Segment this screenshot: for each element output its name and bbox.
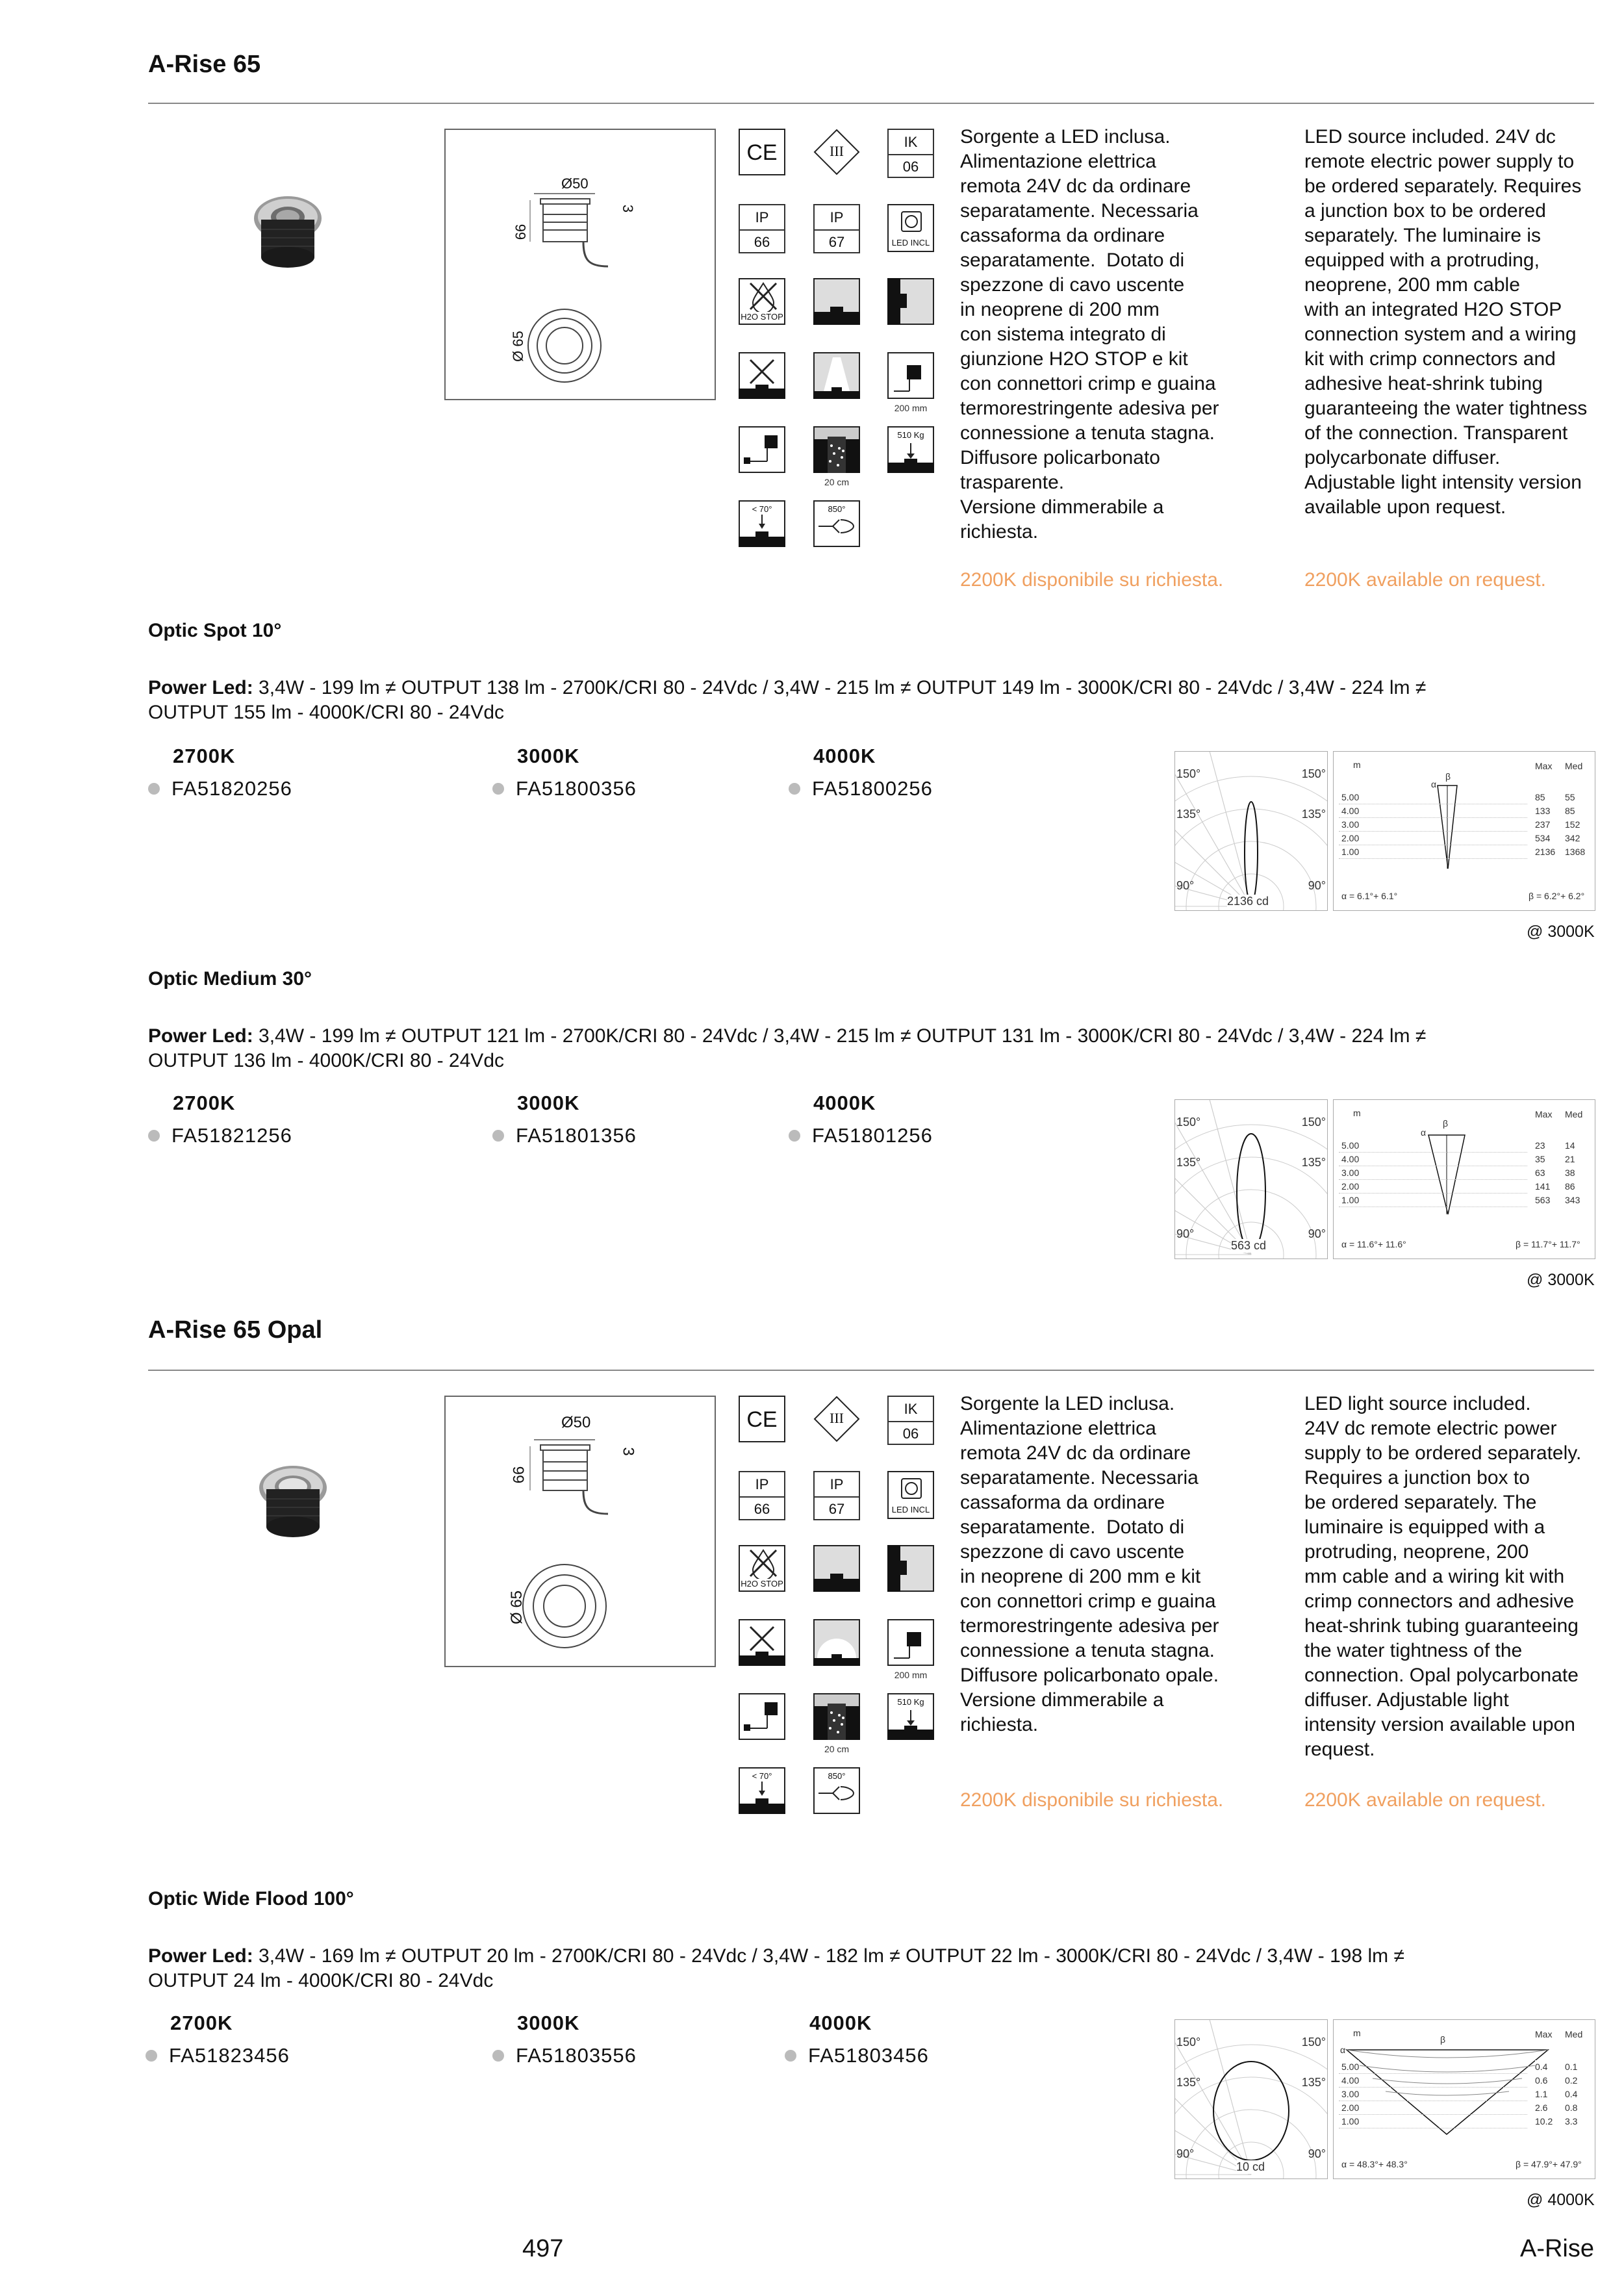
illuminance-table: m Max Med α β 5.00 85 55 4.00 133 85 3.00 237 152 2.00 534 342 1.00 2136 1368 α = 6.1°+ 6.1° β = 6.2°+ 6.2° [1333,751,1595,911]
ik-rating-icon: IK 06 [887,1396,934,1445]
distance-value: 1.00 [1341,847,1360,857]
dim-depth: 3 [619,1447,637,1456]
cct-header-2700: 2700K [170,2012,233,2034]
table-row [1339,818,1580,832]
description-english: LED source included. 24V dc remote electric power supply to be ordered separately. Requires a junction box to be ordered separately. The luminaire is equipped with a protruding, neoprene, 200 mm cable with an integrated H2O STOP connection system and a wiring kit with crimp connectors and adhesive heat-shrink tubing guaranteeing the water tightness of the connection. Transparent polycarbonate diffuser. Adjustable light intensity version available upon request. [1304,126,1588,518]
gravel-drain-icon [813,1693,860,1740]
cct-header-3000: 3000K [517,2012,580,2034]
max-value: 85 [1535,792,1545,802]
product-code[interactable]: FA51821256 [148,1124,292,1147]
table-row [1339,1180,1575,1194]
optic-title: Optic Wide Flood 100° [148,1888,354,1910]
cable-length-label: 200 mm [894,1670,928,1680]
optic-title: Optic Medium 30° [148,968,312,990]
dim-diameter-bottom: Ø 65 [508,1590,526,1625]
reference-cct: @ 3000K [1527,1271,1595,1289]
dim-height: 66 [510,1466,528,1484]
load-capacity-icon: 510 Kg [887,426,934,473]
table-row [1339,832,1580,845]
distance-value: 2.00 [1341,1181,1360,1192]
product-code[interactable]: FA51820256 [148,777,292,800]
beam-narrow-icon [813,352,860,399]
max-value: 237 [1535,819,1551,830]
recessed-icon [813,1545,860,1592]
reference-cct: @ 3000K [1527,923,1595,941]
cct-header-2700: 2700K [173,1092,236,1114]
class-iii-icon: III [813,1396,860,1442]
max-value: 141 [1535,1181,1551,1192]
med-value: 85 [1565,806,1575,816]
junction-box-icon [739,426,785,473]
distance-value: 2.00 [1341,2102,1360,2113]
distance-value: 1.00 [1341,2116,1360,2127]
dim-diameter-top: Ø50 [561,1414,591,1431]
description-italian: Sorgente la LED inclusa. Alimentazione elettrica remota 24V dc da ordinare separatamente. Necessaria cassaforma da ordinare separatamente. Dotato di spezzone di cavo uscente in neoprene di 200 mm e kit con connettori crimp e guaina termorestringente adesiva per connessione a tenuta stagna. Diffusore policarbonato opale. Versione dimmerabile a richiesta. [960,1393,1219,1735]
note-italian: 2200K disponibile su richiesta. [960,569,1224,591]
max-value: 63 [1535,1168,1545,1178]
tilt-angle-icon: < 70° [739,500,785,547]
divider [148,103,1594,104]
ce-mark-icon: CE [739,1396,785,1442]
polar-diagram: 150° 150° 135° 135° 90° 90° 563 cd [1174,1099,1328,1259]
distance-value: 2.00 [1341,833,1360,843]
table-row [1339,804,1575,818]
cct-header-3000: 3000K [517,745,580,767]
distance-value: 5.00 [1341,792,1360,802]
table-row [1339,2101,1578,2115]
distance-value: 5.00 [1341,1140,1360,1151]
page-number: 497 [522,2235,564,2262]
table-row [1339,2074,1578,2088]
distance-value: 3.00 [1341,819,1360,830]
divider [148,1370,1594,1371]
med-value: 0.4 [1565,2089,1578,2099]
section-title: A-Rise 65 [148,51,261,78]
product-code[interactable]: FA51801356 [492,1124,637,1147]
note-italian: 2200K disponibile su richiesta. [960,1789,1224,1811]
cable-length-icon [887,1619,934,1666]
gravel-depth-label: 20 cm [824,1744,850,1754]
junction-box-icon [739,1693,785,1740]
max-value: 0.4 [1535,2062,1548,2072]
note-english: 2200K available on request. [1304,1789,1546,1811]
ce-mark-icon: CE [739,129,785,175]
table-row [1339,1166,1575,1180]
led-included-icon: LED INCL [887,1471,934,1519]
gravel-drain-icon [813,426,860,473]
med-value: 86 [1565,1181,1575,1192]
dim-diameter-top: Ø50 [561,175,589,192]
product-code[interactable]: FA51823456 [146,2044,290,2067]
ik-rating-icon: IK 06 [887,129,934,178]
med-value: 152 [1565,819,1580,830]
power-led-specs: Power Led: 3,4W - 199 lm ≠ OUTPUT 138 lm - 2700K/CRI 80 - 24Vdc / 3,4W - 215 lm ≠ OUTPUT 149 lm - 3000K/CRI 80 - 24Vdc / 3,4W - 224 lm ≠ OUTPUT 155 lm - 4000K/CRI 80 - 24Vdc [148,677,1427,723]
ip66-icon: IP 66 [739,1471,785,1520]
med-value: 3.3 [1565,2116,1578,2127]
technical-drawing [444,129,716,400]
power-led-specs: Power Led: 3,4W - 169 lm ≠ OUTPUT 20 lm - 2700K/CRI 80 - 24Vdc / 3,4W - 182 lm ≠ OUTPUT 22 lm - 3000K/CRI 80 - 24Vdc / 3,4W - 198 lm ≠ OUTPUT 24 lm - 4000K/CRI 80 - 24Vdc [148,1945,1404,1991]
section-title: A-Rise 65 Opal [148,1316,323,1344]
distance-value: 4.00 [1341,2075,1360,2086]
distance-value: 4.00 [1341,806,1360,816]
wall-mount-icon [887,1545,934,1592]
med-value: 14 [1565,1140,1575,1151]
table-row [1339,1194,1580,1207]
product-code[interactable]: FA51801256 [789,1124,933,1147]
max-value: 133 [1535,806,1551,816]
led-included-icon: LED INCL [887,204,934,252]
product-code[interactable]: FA51803556 [492,2044,637,2067]
description-english: LED light source included. 24V dc remote electric power supply to be ordered separately. Requires a junction box to be ordered separately. The luminaire is equipped with a protruding, neoprene, 200 mm cable and a wiring kit with crimp connectors and adhesive heat-shrink tubing guaranteeing the water tightness of the connection. Opal polycarbonate diffuser. Adjustable light intensity version available upon request. [1304,1393,1582,1760]
h2o-stop-icon: H2O STOP [739,278,785,325]
note-english: 2200K available on request. [1304,569,1546,591]
tilt-angle-icon: < 70° [739,1767,785,1814]
cct-header-4000: 4000K [813,745,876,767]
cct-header-4000: 4000K [809,2012,872,2034]
no-cover-icon [739,1619,785,1666]
med-value: 342 [1565,833,1580,843]
product-photo [257,1463,329,1541]
glow-wire-icon: 850° [813,500,860,547]
peak-intensity: 10 cd [1236,2160,1265,2173]
glow-wire-icon: 850° [813,1767,860,1814]
med-value: 0.1 [1565,2062,1578,2072]
table-row [1339,2060,1578,2074]
med-value: 1368 [1565,847,1586,857]
dim-height: 66 [513,224,529,240]
polar-diagram: 150° 150° 135° 135° 90° 90° 10 cd [1174,2019,1328,2179]
table-row [1339,791,1575,804]
cct-header-3000: 3000K [517,1092,580,1114]
ip67-icon: IP 67 [813,1471,860,1520]
max-value: 563 [1535,1195,1551,1205]
reference-cct: @ 4000K [1527,2191,1595,2209]
max-value: 10.2 [1535,2116,1553,2127]
max-value: 2136 [1535,847,1556,857]
cct-header-4000: 4000K [813,1092,876,1114]
h2o-stop-icon: H2O STOP [739,1545,785,1592]
product-code[interactable]: FA51800256 [789,777,933,800]
max-value: 0.6 [1535,2075,1548,2086]
med-value: 0.2 [1565,2075,1578,2086]
ip66-icon: IP 66 [739,204,785,253]
footer-brand: A-Rise [1519,2235,1594,2262]
distance-value: 4.00 [1341,1154,1360,1164]
med-value: 38 [1565,1168,1575,1178]
technical-drawing [444,1396,716,1667]
beam-wide-icon [813,1619,860,1666]
max-value: 1.1 [1535,2089,1548,2099]
ip67-icon: IP 67 [813,204,860,253]
table-row [1339,845,1586,859]
recessed-icon [813,278,860,325]
peak-intensity: 2136 cd [1227,895,1269,908]
illuminance-table: m Max Med α β 5.00 0.4 0.1 4.00 0.6 0.2 3.00 1.1 0.4 2.00 2.6 0.8 1.00 10.2 3.3 α = 48.3°+ 48.3° β = 47.9°+ 47.9° [1333,2019,1595,2179]
table-row [1339,2088,1578,2101]
distance-value: 5.00 [1341,2062,1360,2072]
table-row [1339,1153,1575,1166]
optic-title: Optic Spot 10° [148,620,282,641]
description-italian: Sorgente a LED inclusa. Alimentazione elettrica remota 24V dc da ordinare separatamente. Necessaria cassaforma da ordinare separatamente. Dotato di spezzone di cavo uscente in neoprene di 200 mm con sistema integrato di giunzione H2O STOP e kit con connettori crimp e guaina termorestringente adesiva per connessione a tenuta stagna. Diffusore policarbonato trasparente. Versione dimmerabile a richiesta. [960,126,1219,543]
table-row [1339,2115,1578,2128]
cable-length-icon [887,352,934,399]
med-value: 21 [1565,1154,1575,1164]
gravel-depth-label: 20 cm [824,477,850,487]
med-value: 0.8 [1565,2102,1578,2113]
class-iii-icon: III [813,129,860,175]
product-photo [252,194,324,272]
max-value: 2.6 [1535,2102,1548,2113]
dim-depth: 3 [620,204,637,213]
polar-diagram: 150° 150° 135° 135° 90° 90° 2136 cd [1174,751,1328,911]
load-capacity-icon: 510 Kg [887,1693,934,1740]
wall-mount-icon [887,278,934,325]
max-value: 23 [1535,1140,1545,1151]
cct-header-2700: 2700K [173,745,236,767]
illuminance-table: m Max Med α β 5.00 23 14 4.00 35 21 3.00 63 38 2.00 141 86 1.00 563 343 α = 11.6°+ 11.6° β = 11.7°+ 11.7° [1333,1099,1595,1259]
distance-value: 3.00 [1341,2089,1360,2099]
distance-value: 3.00 [1341,1168,1360,1178]
max-value: 35 [1535,1154,1545,1164]
distance-value: 1.00 [1341,1195,1360,1205]
product-code[interactable]: FA51803456 [785,2044,929,2067]
power-led-specs: Power Led: 3,4W - 199 lm ≠ OUTPUT 121 lm - 2700K/CRI 80 - 24Vdc / 3,4W - 215 lm ≠ OUTPUT 131 lm - 3000K/CRI 80 - 24Vdc / 3,4W - 224 lm ≠ OUTPUT 136 lm - 4000K/CRI 80 - 24Vdc [148,1025,1427,1071]
med-value: 343 [1565,1195,1580,1205]
no-cover-icon [739,352,785,399]
med-value: 55 [1565,792,1575,802]
table-row [1339,1139,1575,1153]
dim-diameter-bottom: Ø 65 [509,331,526,362]
peak-intensity: 563 cd [1231,1239,1267,1252]
cable-length-label: 200 mm [894,403,928,413]
max-value: 534 [1535,833,1551,843]
product-code[interactable]: FA51800356 [492,777,637,800]
